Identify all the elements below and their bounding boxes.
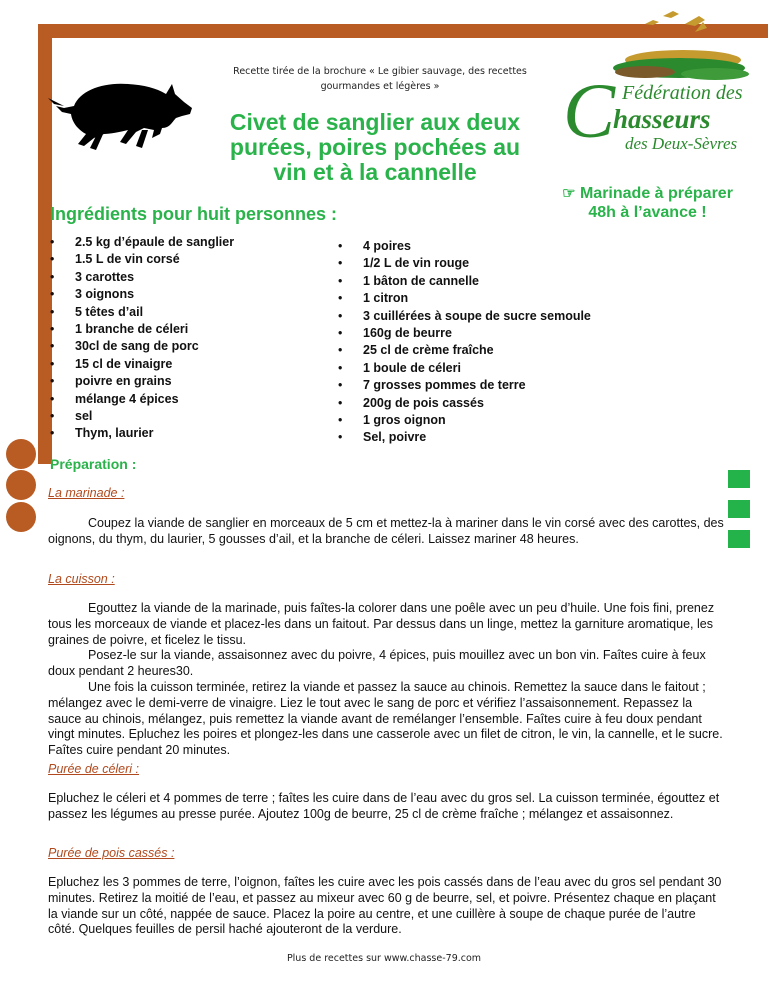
ingredient-item: • sel: [49, 408, 234, 425]
pointing-hand-icon: ☞: [562, 185, 576, 202]
ingredient-item: • 1 boule de céleri: [337, 360, 591, 377]
paragraph-text: Posez-le sur la viande, assaisonnez avec du poivre, 4 épices, puis mouillez avec un bon vin. Faîtes cuire à feux doux pendant 2 heures30.: [48, 648, 706, 679]
cuisson-paragraph: [48, 601, 726, 759]
decorative-dot: [6, 439, 36, 469]
decorative-square: [728, 500, 750, 518]
ingredient-item: • 1/2 L de vin rouge: [337, 255, 591, 272]
recipe-title: [200, 110, 550, 185]
ingredient-item: • 1.5 L de vin corsé: [49, 251, 234, 268]
ingredient-item: • 1 gros oignon: [337, 412, 591, 429]
decorative-dot: [6, 470, 36, 500]
ingredient-item: • 15 cl de vinaigre: [49, 356, 234, 373]
paragraph-text: Epluchez les 3 pommes de terre, l’oignon, faîtes les cuire avec les pois cassés dans de l’eau avec du gros sel pendant 30 minutes. Retirez la moitié de l’eau, et passez au mixeur avec 60 g de beurre, sel, et poivre. Présentez chaque en plaçant la viande sur un côté, nappée de sauce. Placez la poire au centre, et une cuillère à soupe de chaque purée de l’autre côté. Quelques feuilles de persil haché ajouteront de la verdure.: [48, 875, 722, 937]
footer-link[interactable]: Plus de recettes sur www.chasse-79.com: [286, 953, 482, 964]
decorative-square: [728, 530, 750, 548]
ingredients-list-left: [49, 234, 234, 443]
section-title-pois: Purée de pois cassés :: [48, 846, 175, 860]
ingredient-item: • 3 cuillérées à soupe de sucre semoule: [337, 308, 591, 325]
paragraph-text: Une fois la cuisson terminée, retirez la viande et passez la sauce au chinois. Remettez la sauce dans le faitout ; mélangez avec le demi-verre de vinaigre. Liez le tout avec le sang de porc et vérifiez l’assaisonnement. Repassez la sauce au chinois, mélangez, puis remettez la viande avant de remélanger l’ensemble. Faîtes cuire à feu doux pendant vingt minutes. Epluchez les poires et plongez-les dans une casserole avec un filet de citron, le vin, la cannelle, et le sucre. Faîtes cuire pendant 20 minutes.: [48, 679, 723, 758]
logo-initial: C: [563, 67, 616, 154]
title-line: vin et à la cannelle: [273, 159, 477, 185]
celeri-paragraph: [48, 791, 726, 823]
source-note: [205, 64, 555, 94]
marinade-note-line: 48h à l’avance !: [588, 204, 707, 221]
title-line: purées, poires pochées au: [229, 134, 521, 160]
ingredient-item: • Sel, poivre: [337, 429, 591, 446]
ingredient-item: • 160g de beurre: [337, 325, 591, 342]
paragraph-text: Epluchez le céleri et 4 pommes de terre ; faîtes les cuire dans de l’eau avec du gros sel. La cuisson terminée, égouttez et passez les légumes au presse purée. Ajoutez 100g de beurre, 25 cl de crème fraîche ; mélangez et assaisonnez.: [48, 791, 720, 821]
ingredient-item: • Thym, laurier: [49, 425, 234, 442]
marinade-paragraph: [48, 516, 726, 548]
ingredient-item: • 3 oignons: [49, 286, 234, 303]
decorative-dot: [6, 502, 36, 532]
title-line: Civet de sanglier aux deux: [229, 109, 521, 135]
paragraph-text: Egouttez la viande de la marinade, puis faîtes-la colorer dans une poêle avec un peu d’huile. Une fois fini, prenez tous les morceaux de viande et placez-les dans un faitout. Par dessus dans un linge, mettez la garniture aromatique, les graines de poivre, et ficelez le tissu.: [48, 601, 715, 647]
section-title-marinade: La marinade :: [48, 486, 125, 500]
ingredient-item: • poivre en grains: [49, 373, 234, 390]
ingredient-item: • mélange 4 épices: [49, 391, 234, 408]
source-line: gourmandes et légères »: [320, 81, 440, 92]
ingredients-list-right: [337, 238, 591, 447]
section-title-celeri: Purée de céleri :: [48, 762, 140, 776]
source-line: Recette tirée de la brochure « Le gibier sauvage, des recettes: [233, 66, 527, 77]
logo-line: hasseurs: [613, 104, 711, 134]
ingredient-item: • 2.5 kg d’épaule de sanglier: [49, 234, 234, 251]
ingredients-heading: Ingrédients pour huit personnes :: [50, 204, 338, 224]
logo-line: des Deux-Sèvres: [625, 134, 738, 153]
preparation-heading: Préparation :: [50, 456, 137, 472]
ingredient-item: • 5 têtes d’ail: [49, 304, 234, 321]
wild-boar-icon: [44, 72, 194, 152]
logo-line: Fédération des: [622, 82, 743, 104]
ingredient-item: • 4 poires: [337, 238, 591, 255]
marinade-note: [545, 184, 750, 222]
pois-paragraph: [48, 875, 726, 938]
section-title-cuisson: La cuisson :: [48, 572, 115, 586]
paragraph-text: Coupez la viande de sanglier en morceaux de 5 cm et mettez-la à mariner dans le vin corsé avec des carottes, des oignons, du thym, du laurier, 5 gousses d’ail, et la branche de céleri. Laissez mariner 48 heures.: [48, 516, 724, 546]
ingredient-item: • 1 citron: [337, 290, 591, 307]
ingredient-item: • 3 carottes: [49, 269, 234, 286]
decorative-square: [728, 470, 750, 488]
ingredient-item: • 1 branche de céleri: [49, 321, 234, 338]
ingredient-item: • 1 bâton de cannelle: [337, 273, 591, 290]
federation-logo: [545, 10, 767, 170]
ingredient-item: • 30cl de sang de porc: [49, 338, 234, 355]
marinade-note-line: Marinade à préparer: [579, 185, 733, 202]
ingredient-item: • 25 cl de crème fraîche: [337, 342, 591, 359]
ingredient-item: • 7 grosses pommes de terre: [337, 377, 591, 394]
ingredient-item: • 200g de pois cassés: [337, 395, 591, 412]
